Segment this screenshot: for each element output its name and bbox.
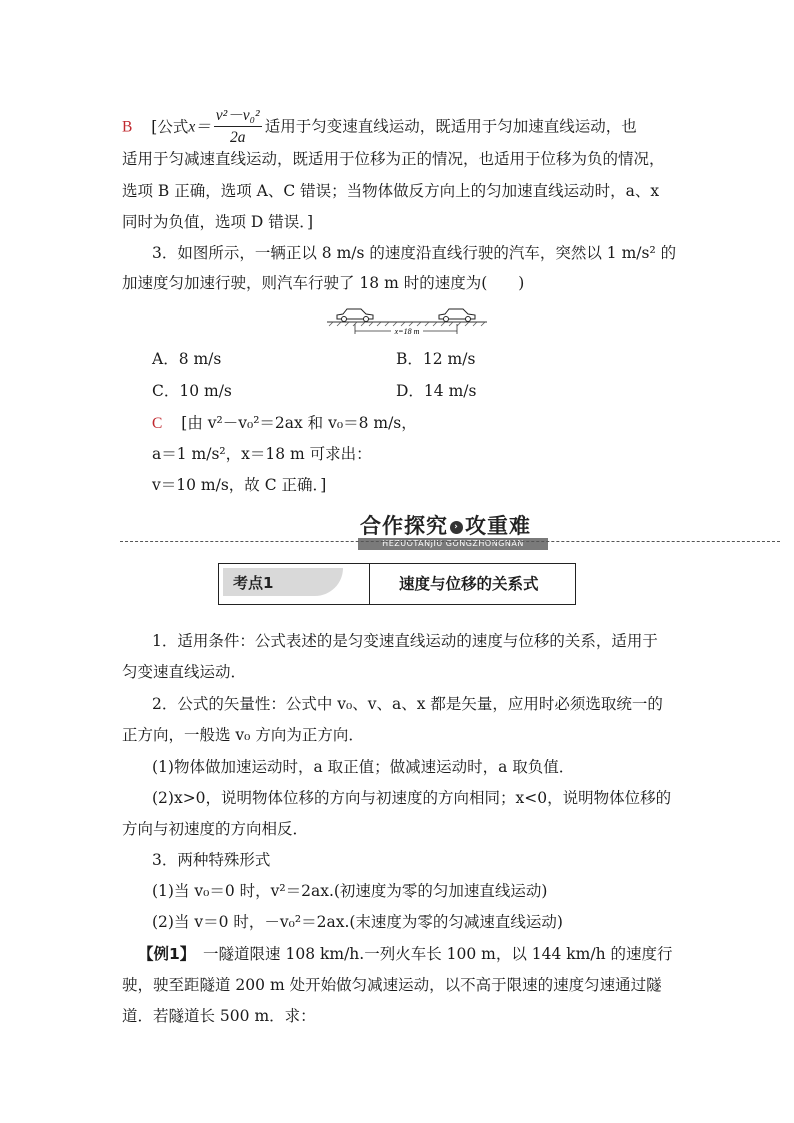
chevron-right-icon: › [450,521,463,534]
body-p1a: 1．适用条件：公式表述的是匀变速直线运动的速度与位移的关系，适用于 [152,632,658,650]
body-p3b: (2)当 v＝0 时，－v₀²＝2ax.(末速度为零的匀减速直线运动) [152,913,563,931]
body-p3a: (1)当 v₀＝0 时，v²＝2ax.(初速度为零的匀加速直线运动) [152,882,548,900]
example-text1: 一隧道限速 108 km/h.一列火车长 100 m，以 144 km/h 的速度行 [187,945,673,963]
question3-line1: 3．如图所示，一辆正以 8 m/s 的速度沿直线行驶的汽车，突然以 1 m/s² 的 [152,244,677,262]
example-line2: 驶，驶至距隧道 200 m 处开始做匀减速运动，以不高于限速的速度匀速通过隧 [122,976,662,994]
body-p2d: (2)x>0，说明物体位移的方向与初速度的方向相同；x<0，说明物体位移的 [152,789,672,807]
body-p1b: 匀变速直线运动． [122,663,247,681]
section-title-b: 攻重难 [465,514,531,538]
option-a: A．8 m/s [152,350,222,368]
answer-c-line1 [152,413,417,434]
section-title-a: 合作探究 [360,514,448,538]
kaodian-tag [223,568,343,596]
question3-line2: 加速度匀加速行驶，则汽车行驶了 18 m 时的速度为( ) [122,274,525,292]
answer-b-prefix: [公式 [151,117,189,136]
option-b: B．12 m/s [396,350,476,368]
example-line1 [138,944,673,964]
distance-label: x=18 m [394,327,420,336]
car-start-icon [337,309,373,322]
formula-fraction [214,106,262,149]
section-banner [358,510,548,554]
body-p2a: 2．公式的矢量性：公式中 v₀、v、a、x 都是矢量，应用时必须选取统一的 [152,695,663,713]
kaodian-title: 速度与位移的关系式 [399,575,539,593]
example-line3: 道．若隧道长 500 m．求： [122,1007,316,1025]
answer-b-suffix: 适用于匀变速直线运动，既适用于匀加速直线运动，也 [264,117,637,136]
kaodian-tag-label: 考点1 [233,574,274,592]
section-divider [120,541,780,542]
section-title [360,510,531,540]
body-p3: 3．两种特殊形式 [152,851,271,869]
car-end-icon [439,309,475,322]
section-subtitle: HEZUOTANJIU GONGZHONGNAN [358,538,548,550]
body-p2b: 正方向，一般选 v₀ 方向为正方向． [122,726,364,744]
answer-c-letter: C [152,415,163,432]
answer-b-line4: 同时为负值，选项 D 错误．] [122,213,314,231]
answer-c-line2: a＝1 m/s²，x＝18 m 可求出： [152,445,372,463]
formula-denominator: 2a [229,129,246,146]
answer-b-line2: 适用于匀减速直线运动，既适用于位移为正的情况，也适用于位移为负的情况， [122,150,665,168]
answer-b-line3: 选项 B 正确，选项 A、C 错误；当物体做反方向上的匀加速直线运动时，a、x [122,182,660,200]
kaodian-divider [369,564,370,604]
kaodian-box [218,563,576,605]
car-figure [327,302,487,338]
option-d: D．14 m/s [396,382,477,400]
formula-lhs: x＝ [188,118,211,136]
body-p2e: 方向与初速度的方向相反． [122,820,309,838]
formula-numerator: v²－v₀² [214,106,262,127]
answer-c-text1: [由 v²－v₀²＝2ax 和 v₀＝8 m/s， [181,414,417,432]
answer-b-letter: B [122,118,133,136]
answer-c-line3: v＝10 m/s，故 C 正确．] [152,476,327,494]
body-p2c: (1)物体做加速运动时，a 取正值；做减速运动时，a 取负值． [152,758,575,776]
example-tag: 【例1】 [138,945,188,963]
option-c: C．10 m/s [152,382,232,400]
answer-b-line1 [122,106,637,149]
car-diagram [327,302,487,338]
